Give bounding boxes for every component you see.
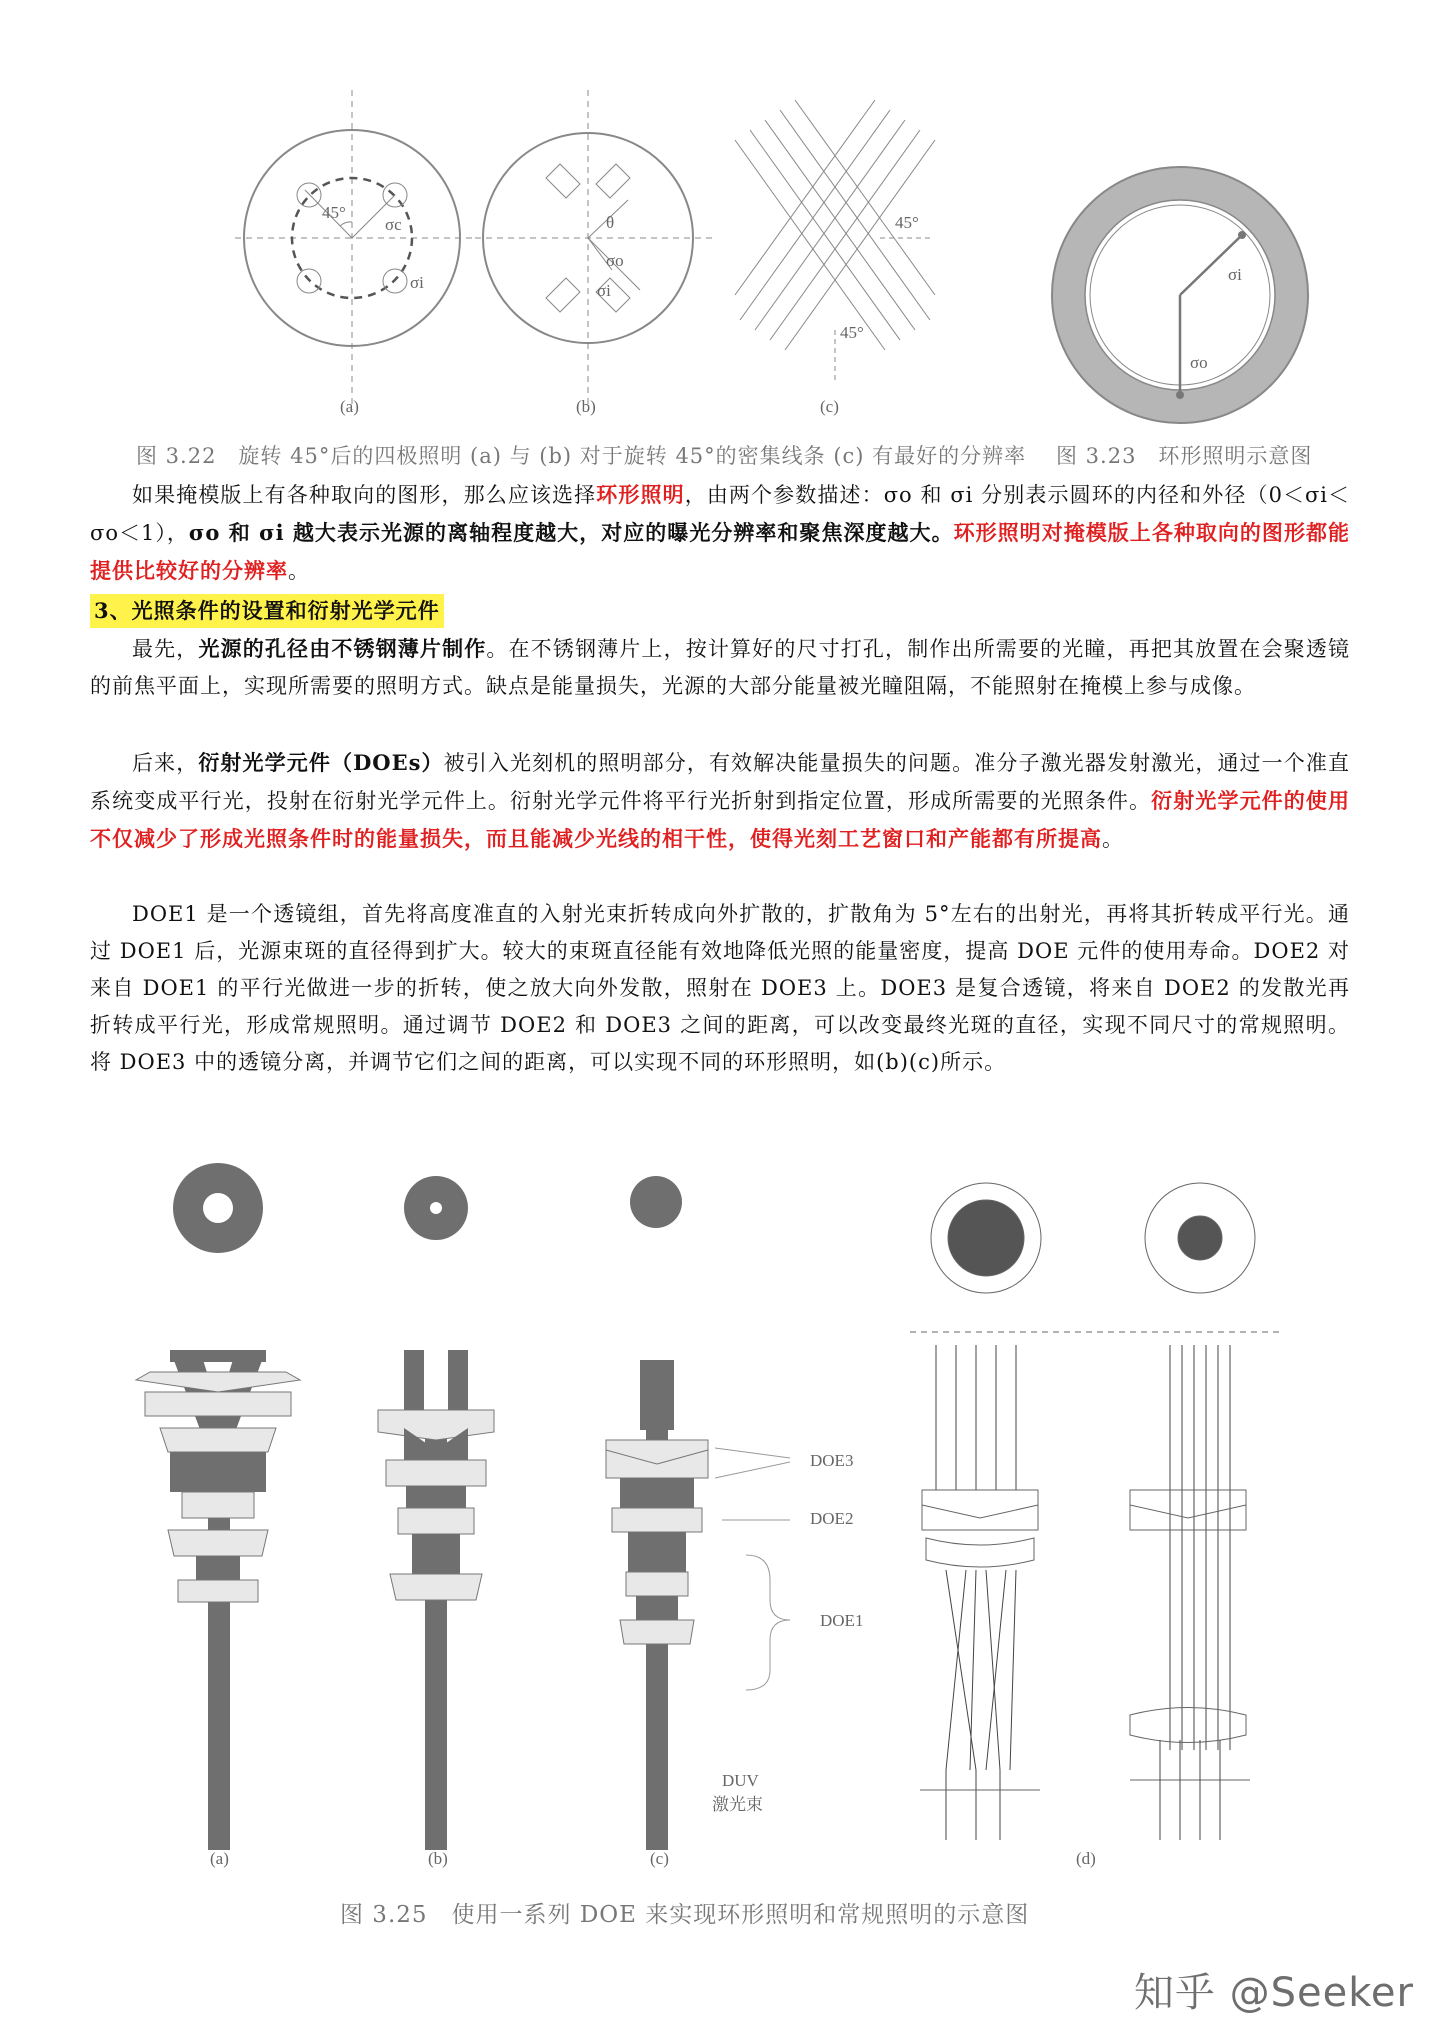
section-heading: 3、光照条件的设置和衍射光学元件	[90, 594, 444, 628]
figure-3-22-caption: 图 3.22 旋转 45°后的四极照明 (a) 与 (b) 对于旋转 45°的密集线条 (c) 有最好的分辨率	[136, 444, 1027, 468]
doe3-label: DOE3	[810, 1451, 854, 1470]
sub-label-a: (a)	[340, 397, 359, 416]
p3-end: 。	[1102, 827, 1124, 851]
optical-ray-diagram	[910, 1183, 1280, 1840]
figure-3-25-caption: 图 3.25 使用一系列 DOE 来实现环形照明和常规照明的示意图	[340, 1902, 1030, 1928]
duv-label-line-2: 激光束	[712, 1795, 763, 1814]
doe-column-c	[606, 1176, 708, 1850]
doe2-label: DOE2	[810, 1509, 854, 1528]
sigma-o-label-b: σo	[606, 251, 624, 270]
sigma-o-label-323: σo	[1190, 353, 1208, 372]
sub-label-a-325: (a)	[210, 1849, 229, 1868]
figure-3-25	[0, 1160, 1440, 1880]
sector-quadrupole-diagram	[475, 90, 712, 410]
figure-3-23-caption: 图 3.23 环形照明示意图	[1056, 444, 1313, 468]
sigma-c-label: σc	[385, 215, 402, 234]
dense-lines-diagram	[735, 100, 935, 380]
p1-end: 。	[288, 559, 310, 583]
paragraph-stainless-aperture	[90, 630, 1350, 705]
p2-text-1: 最先，	[132, 637, 199, 661]
sub-label-d-325: (d)	[1076, 1849, 1096, 1868]
p3-text-1: 后来，	[132, 751, 199, 775]
p3-red: 衍射光学元件的使用不仅减少了形成光照条件时的能量损失，而且能减少光线的相干性，使得光刻工艺窗口和产能都有所提高	[90, 788, 1350, 851]
p1-text-2: ，由两个参数描述：σo 和 σi 分别表示圆环的内径和外径（0＜σi＜σo＜1），	[90, 483, 1351, 545]
angle-label-c2: 45°	[840, 323, 864, 342]
doe-column-a	[136, 1163, 300, 1850]
annular-diagram	[1052, 167, 1308, 423]
sub-label-c: (c)	[820, 397, 839, 416]
p3-bold: 衍射光学元件（DOEs）	[198, 750, 444, 775]
p3-text-2: 被引入光刻机的照明部分，有效解决能量损失的问题。准分子激光器发射激光，通过一个准直系统变成平行光，投射在衍射光学元件上。衍射光学元件将平行光折射到指定位置，形成所需要的光照条件。	[90, 751, 1350, 813]
p1-text-1: 如果掩模版上有各种取向的图形，那么应该选择	[132, 483, 597, 507]
p1-bold-sigma: σo 和 σi 越大表示光源的离轴程度越大，对应的曝光分辨率和聚焦深度越大。	[188, 520, 954, 545]
p2-text-2: 。在不锈钢薄片上，按计算好的尺寸打孔，制作出所需要的光瞳，再把其放置在会聚透镜的前焦平面上，实现所需要的照明方式。缺点是能量损失，光源的大部分能量被光瞳阻隔，不能照射在掩模上参与成像。	[90, 637, 1351, 698]
angle-label-c1: 45°	[895, 213, 919, 232]
paragraph-doe-intro	[90, 744, 1350, 858]
angle-label-a: 45°	[322, 203, 346, 222]
quadrupole-diagram	[235, 90, 475, 410]
doe1-label: DOE1	[820, 1611, 864, 1630]
p2-bold: 光源的孔径由不锈钢薄片制作	[198, 636, 487, 661]
p1-red-conclusion: 环形照明对掩模版上各种取向的图形都能提供比较好的分辨率	[90, 520, 1351, 583]
doe-column-b	[378, 1176, 494, 1850]
p1-highlight-annular: 环形照明	[596, 482, 685, 507]
paragraph-annular	[90, 476, 1350, 590]
sigma-i-label-b: σi	[597, 281, 611, 300]
sub-label-b: (b)	[576, 397, 596, 416]
sigma-i-label-323: σi	[1228, 265, 1242, 284]
sub-label-c-325: (c)	[650, 1849, 669, 1868]
watermark: 知乎 @Seeker	[1133, 1970, 1414, 2016]
sigma-i-label-a: σi	[410, 273, 424, 292]
doe-annotations	[715, 1448, 790, 1690]
paragraph-doe-description: DOE1 是一个透镜组，首先将高度准直的入射光束折转成向外扩散的，扩散角为 5°左右的出射光，再将其折转成平行光。通过 DOE1 后，光源束斑的直径得到扩大。较大的束斑直径能有效地降低光照的能量密度，提高 DOE 元件的使用寿命。DOE2 对来自 DOE1 的平行光做进一步的折转，使之放大向外发散，照射在 DOE3 上。DOE3 是复合透镜，将来自 DOE2 的发散光再折转成平行光，形成常规照明。通过调节 DOE2 和 DOE3 之间的距离，可以改变最终光斑的直径，实现不同尺寸的常规照明。将 DOE3 中的透镜分离，并调节它们之间的距离，可以实现不同的环形照明，如(b)(c)所示。	[90, 902, 1350, 1074]
duv-label-line-1: DUV	[722, 1771, 759, 1790]
sub-label-b-325: (b)	[428, 1849, 448, 1868]
theta-label: θ	[606, 213, 615, 232]
figure-3-22-3-23	[0, 80, 1440, 480]
